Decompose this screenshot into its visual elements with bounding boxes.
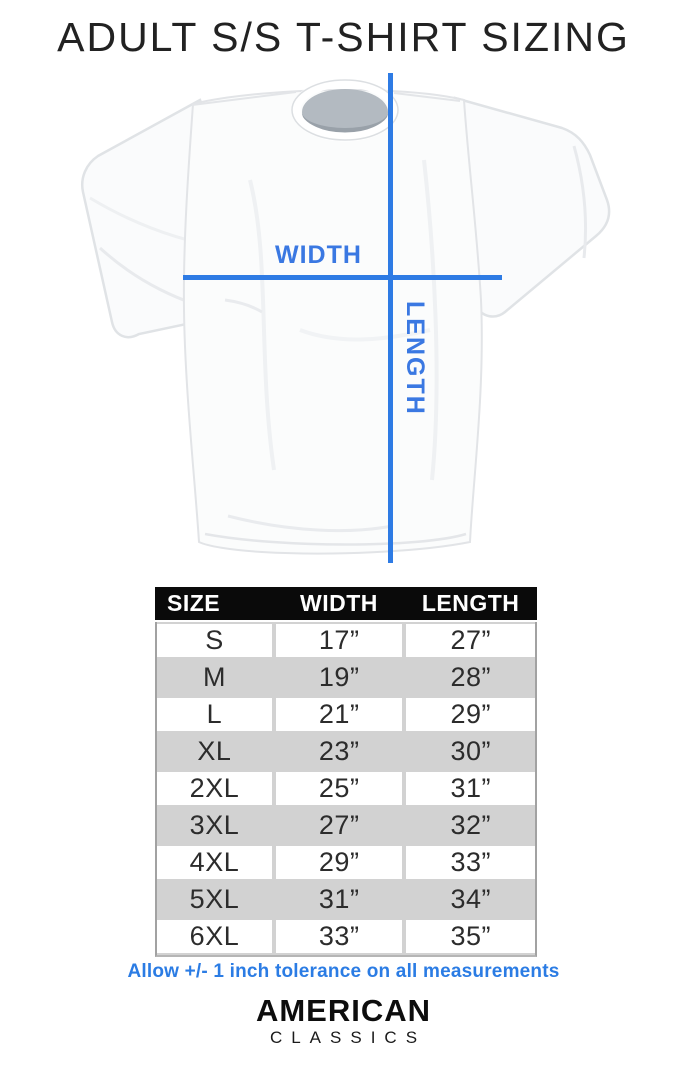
table-row: [157, 881, 535, 918]
width-cell: 19”: [276, 661, 403, 694]
width-cell: 23”: [276, 735, 403, 768]
width-cell: 27”: [276, 809, 403, 842]
table-row: [157, 659, 535, 696]
page-title: ADULT S/S T-SHIRT SIZING: [57, 14, 630, 60]
size-cell: XL: [157, 735, 272, 768]
width-cell: 25”: [276, 772, 403, 805]
size-cell: S: [157, 624, 272, 657]
table-row: [157, 733, 535, 770]
width-cell: 17”: [276, 624, 403, 657]
width-label: WIDTH: [275, 241, 362, 269]
length-measure-line: [388, 73, 393, 563]
length-cell: 32”: [406, 809, 535, 842]
brand-subname: CLASSICS: [269, 1028, 427, 1047]
length-cell: 33”: [406, 846, 535, 879]
size-cell: 4XL: [157, 846, 272, 879]
size-table: [155, 587, 537, 957]
width-cell: 33”: [276, 920, 403, 953]
length-cell: 28”: [406, 661, 535, 694]
size-cell: M: [157, 661, 272, 694]
length-cell: 31”: [406, 772, 535, 805]
table-header-row: [155, 587, 537, 620]
length-cell: 34”: [406, 883, 535, 916]
width-measure-line: [183, 275, 502, 280]
size-cell: 6XL: [157, 920, 272, 953]
length-cell: 30”: [406, 735, 535, 768]
table-row: [157, 918, 535, 955]
header-width: WIDTH: [300, 590, 378, 616]
length-cell: 27”: [406, 624, 535, 657]
table-row: [157, 622, 535, 659]
table-body: [155, 622, 537, 957]
size-cell: 5XL: [157, 883, 272, 916]
width-cell: 31”: [276, 883, 403, 916]
header-size: SIZE: [167, 590, 221, 616]
width-cell: 21”: [276, 698, 403, 731]
table-row: [157, 807, 535, 844]
table-row: [157, 696, 535, 733]
length-label: LENGTH: [401, 301, 429, 416]
length-cell: 29”: [406, 698, 535, 731]
size-cell: 2XL: [157, 772, 272, 805]
length-cell: 35”: [406, 920, 535, 953]
brand-logo: [0, 993, 687, 1048]
brand-name: AMERICAN: [255, 993, 432, 1028]
header-length: LENGTH: [421, 590, 520, 616]
tolerance-note: Allow +/- 1 inch tolerance on all measurements: [127, 961, 560, 982]
size-cell: 3XL: [157, 809, 272, 842]
table-row: [157, 770, 535, 807]
table-row: [157, 844, 535, 881]
width-cell: 29”: [276, 846, 403, 879]
size-cell: L: [157, 698, 272, 731]
